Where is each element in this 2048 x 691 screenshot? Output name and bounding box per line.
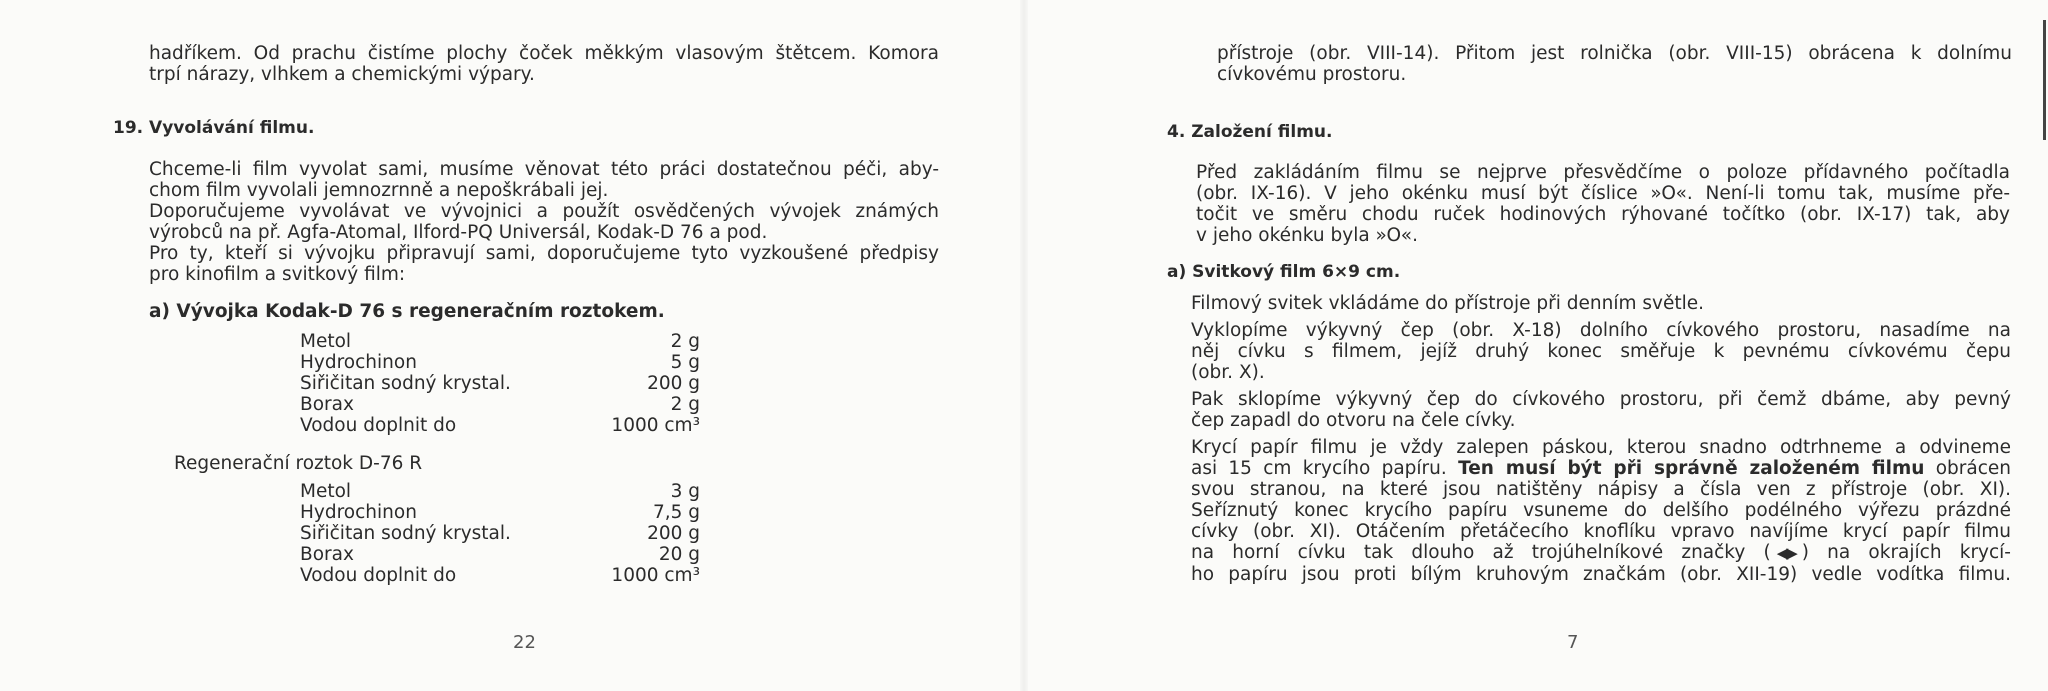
right-intro-paragraph bbox=[1217, 43, 2012, 85]
recipe-row bbox=[300, 544, 700, 565]
ingredient-name: Borax bbox=[300, 544, 354, 565]
roll-film-heading: a) Svitkový film 6×9 cm. bbox=[1167, 262, 1401, 282]
regeneration-heading: Regenerační roztok D-76 R bbox=[174, 453, 423, 474]
recipe-row bbox=[300, 565, 700, 586]
text-span: ) na okrajích krycí- bbox=[1801, 542, 2011, 563]
text-line: čep zapadl do otvoru na čele cívky. bbox=[1191, 410, 1516, 431]
recipe-row bbox=[300, 394, 700, 415]
developer-recipe-table bbox=[300, 331, 700, 436]
recipe-row bbox=[300, 352, 700, 373]
text-line: Před zakládáním filmu se nejprve přesvědčíme o poloze přídavného počítadla bbox=[1196, 162, 2010, 183]
text-line: v jeho okénku byla »O«. bbox=[1196, 225, 1418, 246]
right-paragraph-spool bbox=[1191, 320, 2011, 383]
section-heading: 19. Vyvolávání filmu. bbox=[113, 118, 315, 138]
developer-heading: a) Vývojka Kodak-D 76 s regeneračním roztokem. bbox=[149, 301, 665, 322]
text-line: cívky (obr. XI). Otáčením přetáčecího knoflíku vpravo navíjíme krycí papír filmu bbox=[1191, 521, 2011, 542]
text-span: na horní cívku tak dlouho až trojúhelníkové značky ( bbox=[1191, 542, 1771, 563]
bold-text-span: Ten musí být při správně založeném filmu bbox=[1458, 458, 1925, 479]
ingredient-amount: 3 g bbox=[670, 481, 700, 502]
right-paragraph-backing-paper bbox=[1191, 437, 2011, 585]
text-line: přístroje (obr. VIII-14). Přitom jest rolnička (obr. VIII-15) obrácena k dolnímu bbox=[1217, 43, 2012, 64]
text-line: točit ve směru chodu ruček hodinových rýhované točítko (obr. IX-17) tak, aby bbox=[1196, 204, 2010, 225]
text-line: výrobců na př. Agfa-Atomal, Ilford-PQ Universál, Kodak-D 76 a pod. bbox=[149, 222, 768, 243]
text-line: něj cívku s filmem, jejíž druhý konec směřuje k pevnému cívkovému čepu bbox=[1191, 341, 2011, 362]
page-number: 7 bbox=[1567, 632, 1579, 653]
text-line: Doporučujeme vyvolávat ve vývojnici a použít osvědčených vývojek známých bbox=[149, 201, 939, 222]
ingredient-name: Hydrochinon bbox=[300, 352, 417, 373]
triangle-marks-icon: ◀▶ bbox=[1776, 544, 1796, 562]
ingredient-amount: 200 g bbox=[647, 373, 700, 394]
roll-film-intro: Filmový svitek vkládáme do přístroje při denním světle. bbox=[1191, 293, 1705, 314]
recipe-row bbox=[300, 373, 700, 394]
text-line bbox=[1191, 458, 2011, 479]
text-line: Seříznutý konec krycího papíru vsuneme do delšího podélného výřezu prázdné bbox=[1191, 500, 2011, 521]
ingredient-name: Vodou doplnit do bbox=[300, 565, 457, 586]
text-line bbox=[1191, 542, 2011, 564]
recipe-row bbox=[300, 415, 700, 436]
ingredient-name: Siřičitan sodný krystal. bbox=[300, 523, 511, 544]
ingredient-amount: 2 g bbox=[670, 331, 700, 352]
recipe-row bbox=[300, 481, 700, 502]
ingredient-name: Borax bbox=[300, 394, 354, 415]
regeneration-recipe-table bbox=[300, 481, 700, 586]
text-line: Pak sklopíme výkyvný čep do cívkového prostoru, při čemž dbáme, aby pevný bbox=[1191, 389, 2011, 410]
right-paragraph-counter bbox=[1196, 162, 2010, 246]
ingredient-name: Metol bbox=[300, 331, 352, 352]
ingredient-amount: 20 g bbox=[658, 544, 700, 565]
text-span: obrácen bbox=[1935, 458, 2012, 479]
text-line: Pro ty, kteří si vývojku připravují sami, doporučujeme tyto vyzkoušené předpisy bbox=[149, 243, 939, 264]
text-span: asi 15 cm krycího papíru. bbox=[1191, 458, 1447, 479]
ingredient-amount: 1000 cm³ bbox=[611, 565, 700, 586]
ingredient-amount: 7,5 g bbox=[652, 502, 700, 523]
ingredient-amount: 5 g bbox=[670, 352, 700, 373]
section-heading: 4. Založení filmu. bbox=[1167, 122, 1333, 142]
right-page bbox=[1024, 0, 2048, 691]
left-body-paragraph bbox=[149, 159, 939, 285]
ingredient-name: Hydrochinon bbox=[300, 502, 417, 523]
ingredient-name: Vodou doplnit do bbox=[300, 415, 457, 436]
page-number: 22 bbox=[513, 632, 536, 653]
recipe-row bbox=[300, 502, 700, 523]
text-line: hadříkem. Od prachu čistíme plochy čoček měkkým vlasovým štětcem. Komora bbox=[149, 43, 939, 64]
text-line: (obr. IX-16). V jeho okénku musí být číslice »O«. Není-li tomu tak, musíme pře- bbox=[1196, 183, 2010, 204]
text-line: trpí nárazy, vlhkem a chemickými výpary. bbox=[149, 64, 535, 85]
ingredient-amount: 1000 cm³ bbox=[611, 415, 700, 436]
ingredient-amount: 200 g bbox=[647, 523, 700, 544]
ingredient-amount: 2 g bbox=[670, 394, 700, 415]
ingredient-name: Siřičitan sodný krystal. bbox=[300, 373, 511, 394]
text-line: cívkovému prostoru. bbox=[1217, 64, 1407, 85]
recipe-row bbox=[300, 523, 700, 544]
text-line: chom film vyvolali jemnozrnně a nepoškrábali jej. bbox=[149, 180, 609, 201]
text-line: pro kinofilm a svitkový film: bbox=[149, 264, 406, 285]
right-paragraph-pin bbox=[1191, 389, 2011, 431]
ingredient-name: Metol bbox=[300, 481, 352, 502]
text-line: Vyklopíme výkyvný čep (obr. X-18) dolního cívkového prostoru, nasadíme na bbox=[1191, 320, 2011, 341]
page-edge-mark bbox=[2043, 20, 2046, 140]
recipe-row bbox=[300, 331, 700, 352]
left-intro-paragraph bbox=[149, 43, 939, 85]
text-line: svou stranou, na které jsou natištěny nápisy a čísla ven z přístroje (obr. XI). bbox=[1191, 479, 2011, 500]
text-line: ho papíru jsou proti bílým kruhovým značkám (obr. XII-19) vedle vodítka filmu. bbox=[1191, 564, 2011, 585]
text-line: (obr. X). bbox=[1191, 362, 1265, 383]
text-line: Krycí papír filmu je vždy zalepen páskou, kterou snadno odtrhneme a odvineme bbox=[1191, 437, 2011, 458]
text-line: Chceme-li film vyvolat sami, musíme věnovat této práci dostatečnou péči, aby- bbox=[149, 159, 939, 180]
